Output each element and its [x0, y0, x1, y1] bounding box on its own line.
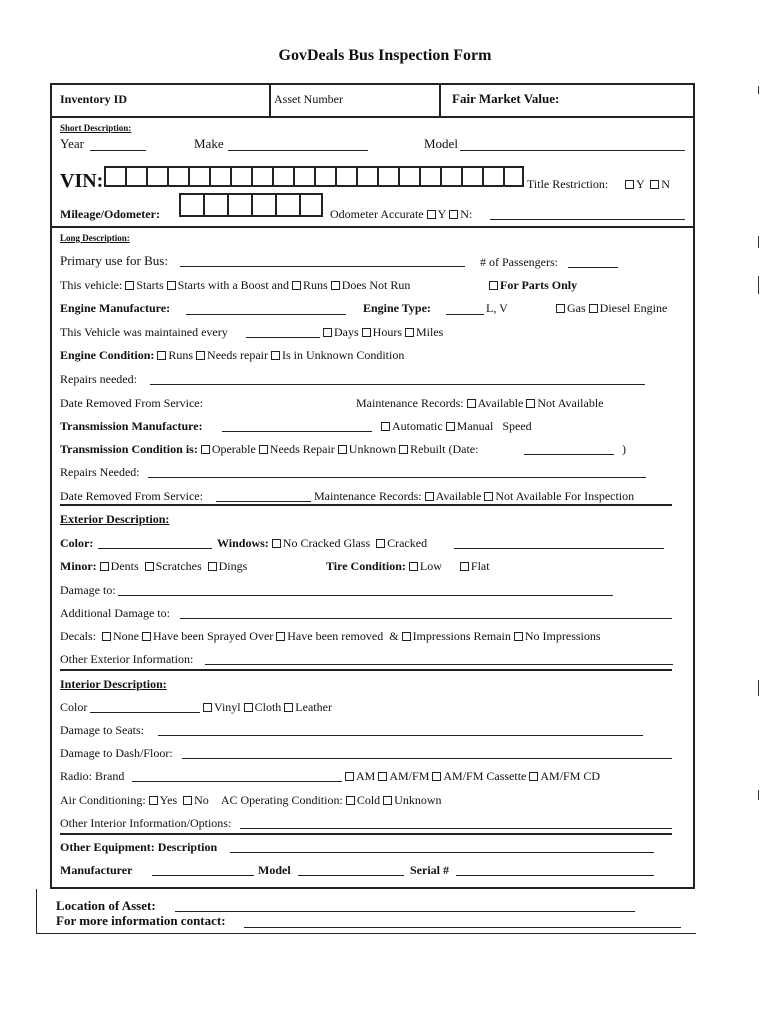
transmission-condition-row: Transmission Condition is: Operable Needs Repair Unknown Rebuilt (Date: — [60, 442, 479, 456]
other-exterior-field[interactable] — [205, 664, 673, 665]
damage-dash-field[interactable] — [182, 758, 672, 759]
additional-damage-field[interactable] — [180, 618, 672, 619]
interior-material-options: Vinyl Cloth Leather — [200, 700, 332, 715]
runs-checkbox[interactable] — [292, 281, 301, 290]
maintenance-records-2-row: Maintenance Records: Available Not Available For Inspection — [314, 489, 635, 503]
rebuilt-date-field[interactable] — [524, 454, 614, 455]
date-removed-label: Date Removed From Service: — [60, 396, 203, 410]
mileage-label: Mileage/Odometer: — [60, 207, 160, 221]
vin-boxes[interactable] — [104, 166, 524, 187]
scratches-checkbox[interactable] — [145, 562, 154, 571]
amfm-checkbox[interactable] — [378, 772, 387, 781]
cloth-checkbox[interactable] — [244, 703, 253, 712]
odometer-n-checkbox[interactable] — [449, 210, 458, 219]
maint2-not-available-checkbox[interactable] — [484, 492, 493, 501]
other-equipment-label: Other Equipment: Description — [60, 840, 218, 854]
maint2-available-checkbox[interactable] — [425, 492, 434, 501]
leather-checkbox[interactable] — [284, 703, 293, 712]
header-bottom-rule — [50, 116, 695, 118]
maintained-label: This Vehicle was maintained every — [60, 325, 228, 339]
rebuilt-close-paren: ) — [622, 442, 626, 456]
contact-field[interactable] — [244, 927, 681, 928]
maintained-units: Days Hours Miles — [320, 325, 443, 340]
transmission-manufacture-label: Transmission Manufacture: — [60, 419, 203, 433]
other-interior-field[interactable] — [240, 828, 672, 829]
passengers-field[interactable] — [568, 267, 618, 268]
engine-manufacture-label: Engine Manufacture: — [60, 301, 171, 315]
dents-checkbox[interactable] — [100, 562, 109, 571]
primary-use-label: Primary use for Bus: — [60, 253, 168, 268]
cracked-checkbox[interactable] — [376, 539, 385, 548]
long-description-heading: Long Description: — [60, 233, 130, 243]
interior-section-rule — [60, 833, 672, 835]
tire-flat-checkbox[interactable] — [460, 562, 469, 571]
mileage-boxes[interactable] — [179, 193, 323, 217]
damage-dash-label: Damage to Dash/Floor: — [60, 746, 173, 760]
manual-checkbox[interactable] — [446, 422, 455, 431]
date-removed-2-field[interactable] — [216, 501, 311, 502]
damage-to-field[interactable] — [118, 595, 613, 596]
cracked-field[interactable] — [454, 548, 664, 549]
starts-checkbox[interactable] — [125, 281, 134, 290]
engine-manufacture-field[interactable] — [186, 314, 346, 315]
additional-damage-label: Additional Damage to: — [60, 606, 170, 620]
exterior-section-rule — [60, 669, 672, 671]
header-divider — [439, 83, 441, 117]
decals-removed-checkbox[interactable] — [276, 632, 285, 641]
cd-checkbox[interactable] — [529, 772, 538, 781]
other-equipment-field[interactable] — [230, 852, 654, 853]
exterior-heading: Exterior Description: — [60, 512, 170, 526]
maint-not-available-checkbox[interactable] — [526, 399, 535, 408]
parts-only-checkbox[interactable] — [489, 281, 498, 290]
damage-to-label: Damage to: — [60, 583, 116, 597]
interior-color-label: Color — [60, 700, 88, 714]
damage-seats-label: Damage to Seats: — [60, 723, 144, 737]
cassette-checkbox[interactable] — [432, 772, 441, 781]
scan-mark — [758, 86, 759, 94]
gas-checkbox[interactable] — [556, 304, 565, 313]
decals-sprayed-checkbox[interactable] — [142, 632, 151, 641]
radio-brand-label: Radio: Brand — [60, 769, 125, 783]
serial-label: Serial # — [410, 863, 449, 877]
diesel-checkbox[interactable] — [589, 304, 598, 313]
transmission-type-options: Automatic Manual Speed — [378, 419, 532, 434]
tire-condition-row: Tire Condition: Low Flat — [326, 559, 490, 573]
exterior-color-label: Color: — [60, 536, 94, 550]
vin-label: VIN: — [60, 170, 104, 192]
engine-condition-row: Engine Condition: Runs Needs repair Is in Unknown Condition — [60, 348, 405, 362]
engine-unknown-checkbox[interactable] — [271, 351, 280, 360]
repairs-needed-label: Repairs needed: — [60, 372, 137, 386]
date-removed-2-label: Date Removed From Service: — [60, 489, 203, 503]
decals-row: Decals: None Have been Sprayed Over Have been removed & Impressions Remain No Impressions — [60, 629, 601, 643]
short-section-rule — [50, 226, 695, 228]
scan-mark — [758, 790, 759, 800]
interior-color-field[interactable] — [90, 712, 200, 713]
location-field[interactable] — [175, 911, 635, 912]
other-exterior-label: Other Exterior Information: — [60, 652, 194, 666]
scan-mark — [758, 236, 759, 248]
ac-cold-checkbox[interactable] — [346, 796, 355, 805]
parts-only-option: For Parts Only — [486, 278, 577, 293]
form-title: GovDeals Bus Inspection Form — [278, 47, 492, 64]
no-impressions-checkbox[interactable] — [514, 632, 523, 641]
other-interior-label: Other Interior Information/Options: — [60, 816, 232, 830]
rebuilt-checkbox[interactable] — [399, 445, 408, 454]
decals-none-checkbox[interactable] — [102, 632, 111, 641]
title-restriction-label: Title Restriction: — [527, 177, 609, 191]
impressions-remain-checkbox[interactable] — [402, 632, 411, 641]
windows-row: Windows: No Cracked Glass Cracked — [217, 536, 428, 550]
trans-needs-repair-checkbox[interactable] — [259, 445, 268, 454]
minor-row: Minor: Dents Scratches Dings — [60, 559, 248, 573]
days-checkbox[interactable] — [323, 328, 332, 337]
location-label: Location of Asset: — [56, 898, 156, 913]
engine-needs-repair-checkbox[interactable] — [196, 351, 205, 360]
scan-mark — [758, 276, 759, 294]
ac-unknown-checkbox[interactable] — [383, 796, 392, 805]
miles-checkbox[interactable] — [405, 328, 414, 337]
maintained-field[interactable] — [246, 337, 320, 338]
dings-checkbox[interactable] — [208, 562, 217, 571]
long-section-rule — [60, 504, 672, 506]
engine-type-field[interactable] — [446, 314, 484, 315]
fuel-options: Gas Diesel Engine — [553, 301, 667, 316]
title-restriction-n-checkbox[interactable] — [650, 180, 659, 189]
scan-mark — [758, 680, 759, 696]
starts-boost-checkbox[interactable] — [167, 281, 176, 290]
equipment-model-field[interactable] — [298, 875, 404, 876]
does-not-run-checkbox[interactable] — [331, 281, 340, 290]
inventory-id-label: Inventory ID — [60, 92, 128, 106]
interior-heading: Interior Description: — [60, 677, 167, 691]
passengers-label: # of Passengers: — [480, 255, 558, 269]
make-label: Make — [194, 136, 224, 151]
vinyl-checkbox[interactable] — [203, 703, 212, 712]
engine-type-label: Engine Type: — [363, 301, 431, 315]
repairs-needed-2-field[interactable] — [148, 477, 646, 478]
trans-unknown-checkbox[interactable] — [338, 445, 347, 454]
equipment-model-label: Model — [258, 863, 291, 877]
am-checkbox[interactable] — [345, 772, 354, 781]
engine-runs-checkbox[interactable] — [157, 351, 166, 360]
fair-market-value-label: Fair Market Value: — [452, 91, 560, 106]
short-description-heading: Short Description: — [60, 123, 132, 133]
tire-low-checkbox[interactable] — [409, 562, 418, 571]
transmission-manufacture-field[interactable] — [222, 431, 372, 432]
odometer-note-field[interactable] — [490, 219, 685, 220]
make-field[interactable] — [228, 150, 368, 151]
exterior-color-field[interactable] — [98, 548, 212, 549]
maint-available-checkbox[interactable] — [467, 399, 476, 408]
ac-row: Air Conditioning: Yes No AC Operating Condition: Cold Unknown — [60, 793, 442, 807]
title-restriction-y-checkbox[interactable] — [625, 180, 634, 189]
operable-checkbox[interactable] — [201, 445, 210, 454]
radio-brand-field[interactable] — [132, 781, 342, 782]
year-field[interactable] — [90, 150, 146, 151]
repairs-needed-2-label: Repairs Needed: — [60, 465, 140, 479]
asset-number-label: Asset Number — [274, 92, 343, 106]
manufacturer-field[interactable] — [152, 875, 254, 876]
title-restriction-options: Y N — [622, 177, 670, 192]
automatic-checkbox[interactable] — [381, 422, 390, 431]
hours-checkbox[interactable] — [362, 328, 371, 337]
maintenance-records-row: Maintenance Records: Available Not Available — [356, 396, 604, 410]
serial-field[interactable] — [456, 875, 654, 876]
model-field[interactable] — [460, 150, 685, 151]
odometer-accurate-row: Odometer Accurate Y N: — [330, 207, 473, 221]
ac-no-checkbox[interactable] — [183, 796, 192, 805]
no-cracked-glass-checkbox[interactable] — [272, 539, 281, 548]
contact-label: For more information contact: — [56, 913, 226, 928]
this-vehicle-row: This vehicle: Starts Starts with a Boost and Runs Does Not Run — [60, 278, 411, 292]
damage-seats-field[interactable] — [158, 735, 643, 736]
repairs-needed-field[interactable] — [150, 384, 645, 385]
primary-use-field[interactable] — [180, 266, 465, 267]
radio-options: AM AM/FM AM/FM Cassette AM/FM CD — [342, 769, 600, 784]
odometer-y-checkbox[interactable] — [427, 210, 436, 219]
manufacturer-label: Manufacturer — [60, 863, 133, 877]
engine-type-lv: L, V — [486, 301, 508, 315]
header-divider — [269, 83, 271, 117]
model-label: Model — [424, 136, 458, 151]
year-label: Year — [60, 136, 84, 151]
ac-yes-checkbox[interactable] — [149, 796, 158, 805]
